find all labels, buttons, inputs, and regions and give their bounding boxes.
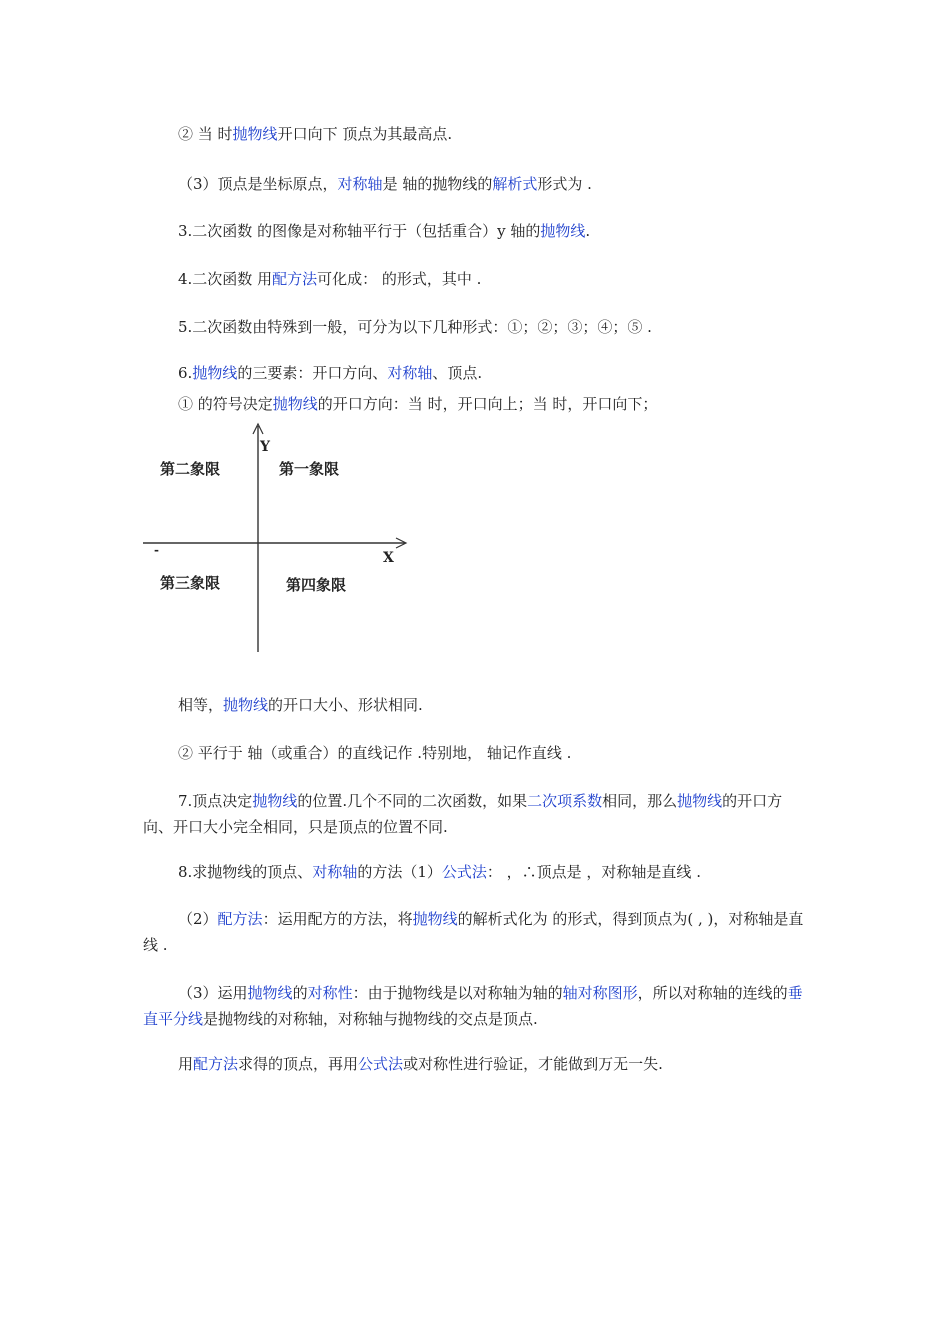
text: 的开口方向：当 时，开口向上；当 时，开口向下； xyxy=(317,395,658,413)
text: 的三要素：开口方向、 xyxy=(237,364,388,382)
text: 形式为 . xyxy=(537,175,592,193)
paragraph-13 xyxy=(143,980,807,1032)
paragraph-12 xyxy=(143,906,807,958)
text: 可化成： 的形式，其中 . xyxy=(317,270,482,288)
text: 相同，那么 xyxy=(602,792,678,810)
minus-mark: - xyxy=(154,543,159,557)
text: ，所以对称轴的连线的 xyxy=(637,984,788,1002)
link-duichenzhou[interactable]: 对称轴 xyxy=(312,863,358,881)
text: 、顶点. xyxy=(432,364,483,382)
paragraph-8 xyxy=(178,693,423,717)
paragraph-9 xyxy=(178,741,571,765)
link-paowuxian[interactable]: 抛物线 xyxy=(192,364,238,382)
link-peifangfa[interactable]: 配方法 xyxy=(217,910,263,928)
link-chuizhi-pingfenxian[interactable]: 垂直平分线 xyxy=(143,984,803,1028)
quadrant-3-label: 第三象限 xyxy=(160,574,221,592)
link-duichenzhou[interactable]: 对称轴 xyxy=(337,175,383,193)
text: （3）运用 xyxy=(178,984,248,1002)
paragraph-14 xyxy=(178,1052,663,1076)
text: 4.二次函数 用 xyxy=(178,270,273,288)
quadrant-1-label: 第一象限 xyxy=(279,460,340,478)
text: ：由于抛物线是以对称轴为轴的 xyxy=(352,984,563,1002)
link-peifangfa[interactable]: 配方法 xyxy=(272,270,318,288)
text: 7.顶点决定 xyxy=(178,792,253,810)
text: 的位置.几个不同的二次函数，如果 xyxy=(297,792,528,810)
link-peifangfa[interactable]: 配方法 xyxy=(193,1055,239,1073)
link-paowuxian[interactable]: 抛物线 xyxy=(252,792,298,810)
link-paowuxian[interactable]: 抛物线 xyxy=(272,395,318,413)
text: ① 的符号决定 xyxy=(178,395,273,413)
link-zhou-duichen-tuxing[interactable]: 轴对称图形 xyxy=(562,984,638,1002)
text: 相等， xyxy=(178,696,224,714)
link-paowuxian[interactable]: 抛物线 xyxy=(540,222,586,240)
paragraph-10 xyxy=(143,788,807,840)
text: 6. xyxy=(178,364,193,382)
link-jiexishi[interactable]: 解析式 xyxy=(492,175,538,193)
x-axis-label: X xyxy=(383,550,394,566)
paragraph-1 xyxy=(178,122,452,146)
link-duichenxing[interactable]: 对称性 xyxy=(307,984,353,1002)
link-erci-xiang-xishu[interactable]: 二次项系数 xyxy=(527,792,603,810)
y-axis-label: Y xyxy=(260,439,270,455)
paragraph-6 xyxy=(178,361,482,385)
paragraph-11 xyxy=(178,860,701,884)
text: 用 xyxy=(178,1055,194,1073)
text: 开口向下 顶点为其最高点. xyxy=(277,125,453,143)
text: 8.求抛物线的顶点、 xyxy=(178,863,313,881)
link-duichenzhou[interactable]: 对称轴 xyxy=(387,364,433,382)
text: 是抛物线的对称轴，对称轴与抛物线的交点是顶点. xyxy=(203,1010,538,1028)
text: 或对称性进行验证，才能做到万无一失. xyxy=(403,1055,663,1073)
text: 求得的顶点，再用 xyxy=(238,1055,359,1073)
text: 的解析式化为 的形式，得到顶点为( , )，对称轴是直线 . xyxy=(143,910,804,954)
link-paowuxian[interactable]: 抛物线 xyxy=(223,696,269,714)
text: ② 平行于 轴（或重合）的直线记作 .特别地， 轴记作直线 . xyxy=(178,744,572,762)
text: ② 当 时 xyxy=(178,125,233,143)
text: ：运用配方的方法，将 xyxy=(262,910,413,928)
quadrant-diagram xyxy=(143,420,413,655)
text: 5.二次函数由特殊到一般，可分为以下几种形式：①；②；③；④；⑤ . xyxy=(178,318,652,336)
text: 的 xyxy=(292,984,308,1002)
text: （3）顶点是坐标原点， xyxy=(178,175,338,193)
quadrant-4-label: 第四象限 xyxy=(286,576,347,594)
paragraph-2 xyxy=(178,172,592,196)
text: 的开口大小、形状相同. xyxy=(268,696,423,714)
text: 是 轴的抛物线的 xyxy=(382,175,493,193)
link-paowuxian[interactable]: 抛物线 xyxy=(677,792,723,810)
text: 的开口方向、开口大小完全相同，只是顶点的位置不同. xyxy=(143,792,783,836)
paragraph-4 xyxy=(178,267,481,291)
quadrant-2-label: 第二象限 xyxy=(160,460,221,478)
text: （2） xyxy=(178,910,218,928)
link-paowuxian[interactable]: 抛物线 xyxy=(232,125,278,143)
link-paowuxian[interactable]: 抛物线 xyxy=(412,910,458,928)
text: 3.二次函数 的图像是对称轴平行于（包括重合）y 轴的 xyxy=(178,222,541,240)
paragraph-5 xyxy=(178,315,652,339)
link-paowuxian[interactable]: 抛物线 xyxy=(247,984,293,1002)
text: ： ，∴顶点是 ，对称轴是直线 . xyxy=(486,863,701,881)
link-gongshifa[interactable]: 公式法 xyxy=(358,1055,404,1073)
text: 的方法（1） xyxy=(357,863,442,881)
text: . xyxy=(585,222,591,240)
link-gongshifa[interactable]: 公式法 xyxy=(441,863,487,881)
paragraph-3 xyxy=(178,219,590,243)
paragraph-7 xyxy=(178,392,657,416)
